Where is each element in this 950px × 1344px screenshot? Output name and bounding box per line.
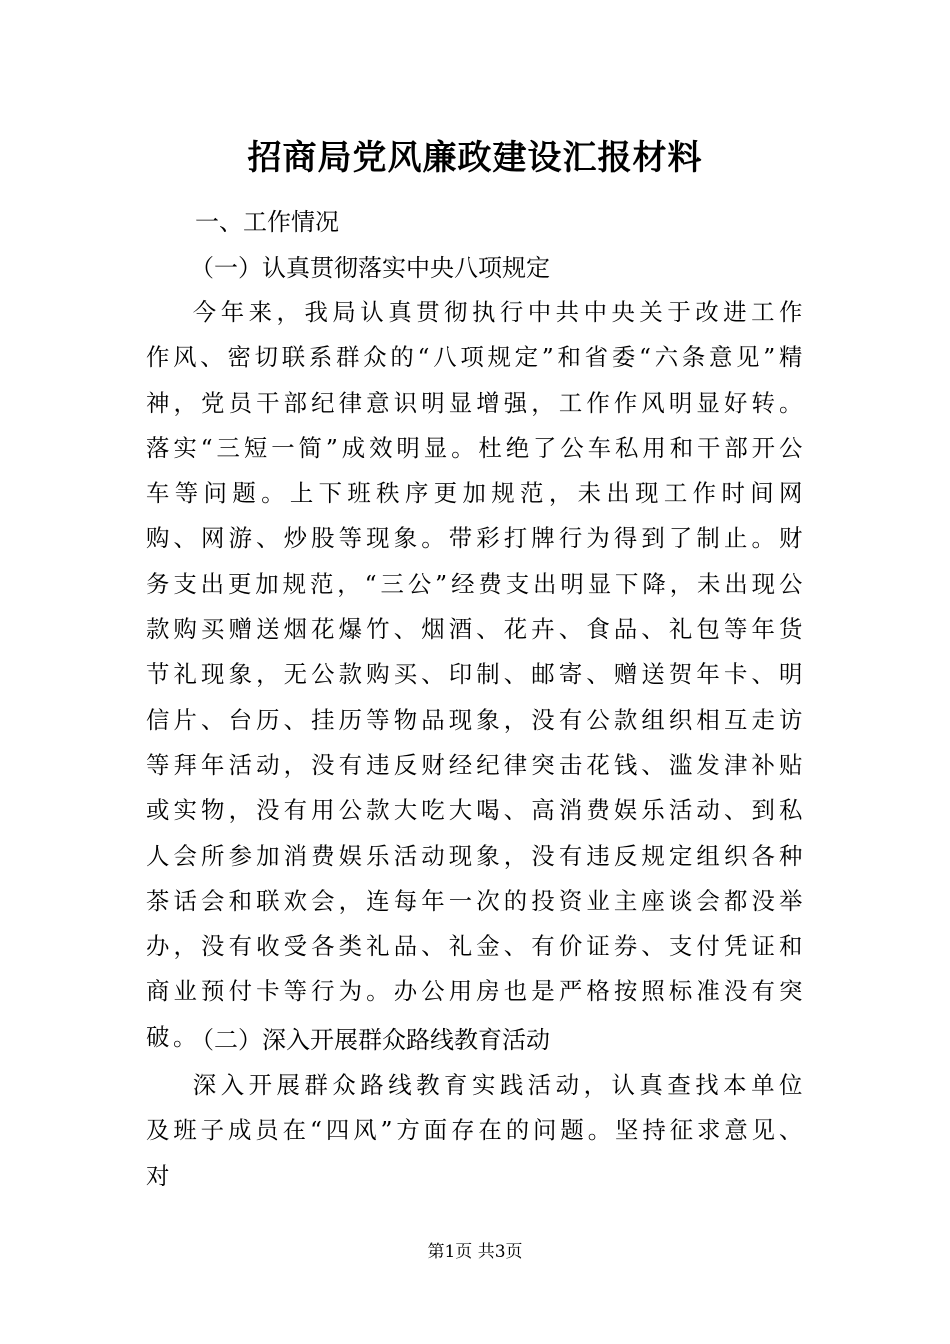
document-title: 招商局党风廉政建设汇报材料 [247,138,703,178]
paragraph-mass-line: 深入开展群众路线教育实践活动，认真查找本单位及班子成员在“四风”方面存在的问题。坚持征求意见、对 [146,1071,806,1190]
subsection-heading-mass-line: （二）深入开展群众路线教育活动 [190,1026,550,1054]
section-heading-work-status: 一、工作情况 [195,208,339,236]
paragraph-eight-rules: 今年来，我局认真贯彻执行中共中央关于改进工作作风、密切联系群众的“八项规定”和省委“六条意见”精神，党员干部纪律意识明显增强，工作作风明显好转。落实“三短一简”成效明显。杜绝了公车私用和干部开公车等问题。上下班秩序更加规范，未出现工作时间网购、网游、炒股等现象。带彩打牌行为得到了制止。财务支出更加规范，“三公”经费支出明显下降，未出现公款购买赠送烟花爆竹、烟酒、花卉、食品、礼包等年货节礼现象，无公款购买、印制、邮寄、赠送贺年卡、明信片、台历、挂历等物品现象，没有公款组织相互走访等拜年活动，没有违反财经纪律突击花钱、滥发津补贴或实物，没有用公款大吃大喝、高消费娱乐活动、到私人会所参加消费娱乐活动现象，没有违反规定组织各种茶话会和联欢会，连每年一次的投资业主座谈会都没举办，没有收受各类礼品、礼金、有价证券、支付凭证和商业预付卡等行为。办公用房也是严格按照标准没有突破。 [146,298,806,1051]
page-number-footer: 第1页 共3页 [427,1242,523,1262]
subsection-heading-eight-rules: （一）认真贯彻落实中央八项规定 [190,254,550,282]
